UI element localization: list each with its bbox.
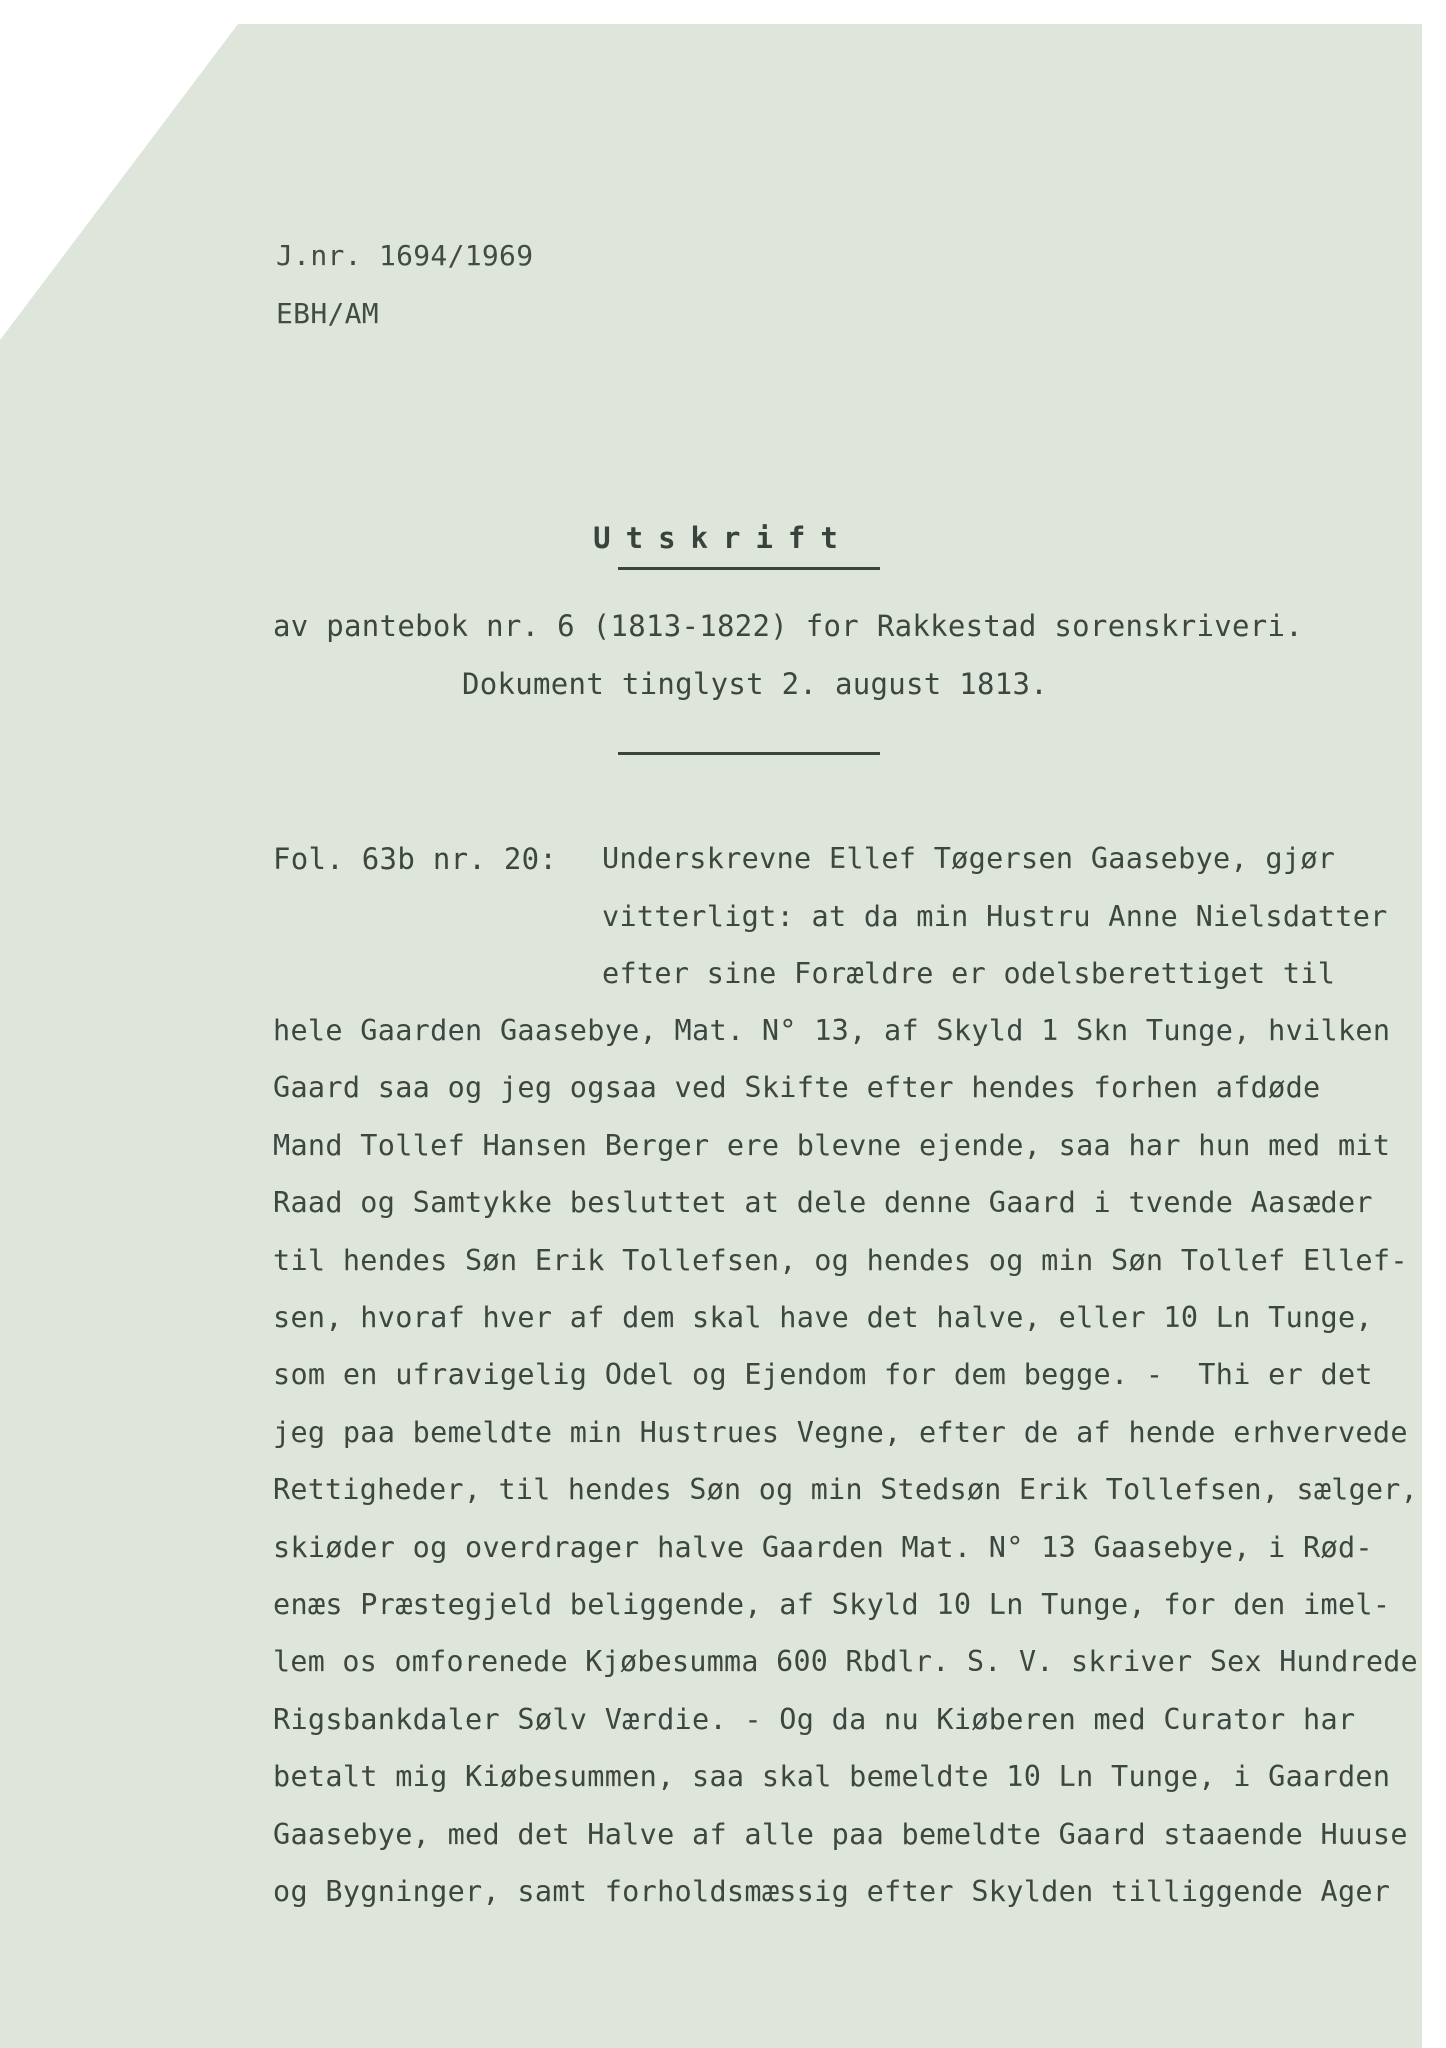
- entry-body-line: enæs Præstegjeld beliggende, af Skyld 10 Ln Tunge, for den imel-: [273, 1588, 1391, 1621]
- section-divider: [618, 752, 880, 755]
- entry-body-line: Gaasebye, med det Halve af alle paa bemeldte Gaard staaende Huuse: [273, 1817, 1408, 1851]
- entry-body-line: Rettigheder, til hendes Søn og min Stedsøn Erik Tollefsen, sælger,: [273, 1473, 1419, 1507]
- entry-opening-line: efter sine Forældre er odelsberettiget til: [602, 957, 1336, 990]
- entry-body-line: Raad og Samtykke besluttet at dele denne Gaard i tvende Aasæder: [273, 1186, 1373, 1220]
- title-underline: [618, 567, 880, 570]
- entry-opening-line: vitterligt: at da min Hustru Anne Nielsdatter: [602, 899, 1388, 933]
- entry-body-line: skiøder og overdrager halve Gaarden Mat. N° 13 Gaasebye, i Rød-: [273, 1530, 1373, 1564]
- entry-body-line: lem os omforenede Kjøbesumma 600 Rbdlr. S. V. skriver Sex Hundrede: [273, 1645, 1419, 1679]
- entry-body-line: som en ufravigelig Odel og Ejendom for dem begge. - Thi er det: [273, 1358, 1373, 1392]
- entry-body-line: Mand Tollef Hansen Berger ere blevne ejende, saa har hun med mit: [273, 1128, 1391, 1162]
- entry-body-line: sen, hvoraf hver af dem skal have det halve, eller 10 Ln Tunge,: [273, 1301, 1373, 1334]
- journal-number: J.nr. 1694/1969: [276, 239, 534, 272]
- subtitle-line-2: Dokument tinglyst 2. august 1813.: [462, 667, 1049, 701]
- subtitle-line-1: av pantebok nr. 6 (1813-1822) for Rakkestad sorenskriveri.: [273, 609, 1304, 643]
- entry-body-line: hele Gaarden Gaasebye, Mat. N° 13, af Skyld 1 Skn Tunge, hvilken: [273, 1014, 1391, 1047]
- document-title: Utskrift: [593, 521, 853, 555]
- entry-body-line: Gaard saa og jeg ogsaa ved Skifte efter hendes forhen afdøde: [273, 1071, 1321, 1105]
- entry-body-line: og Bygninger, samt forholdsmæssig efter Skylden tilliggende Ager: [273, 1875, 1391, 1908]
- folio-reference: Fol. 63b nr. 20:: [273, 842, 558, 876]
- initials: EBH/AM: [276, 297, 379, 330]
- entry-opening-line: Underskrevne Ellef Tøgersen Gaasebye, gjør: [602, 842, 1336, 875]
- entry-body-line: til hendes Søn Erik Tollefsen, og hendes og min Søn Tollef Ellef-: [273, 1243, 1408, 1277]
- entry-body-line: jeg paa bemeldte min Hustrues Vegne, efter de af hende erhvervede: [273, 1415, 1408, 1449]
- entry-body-line: Rigsbankdaler Sølv Værdie. - Og da nu Kiøberen med Curator har: [273, 1702, 1356, 1736]
- entry-body-line: betalt mig Kiøbesummen, saa skal bemeldte 10 Ln Tunge, i Gaarden: [273, 1760, 1391, 1794]
